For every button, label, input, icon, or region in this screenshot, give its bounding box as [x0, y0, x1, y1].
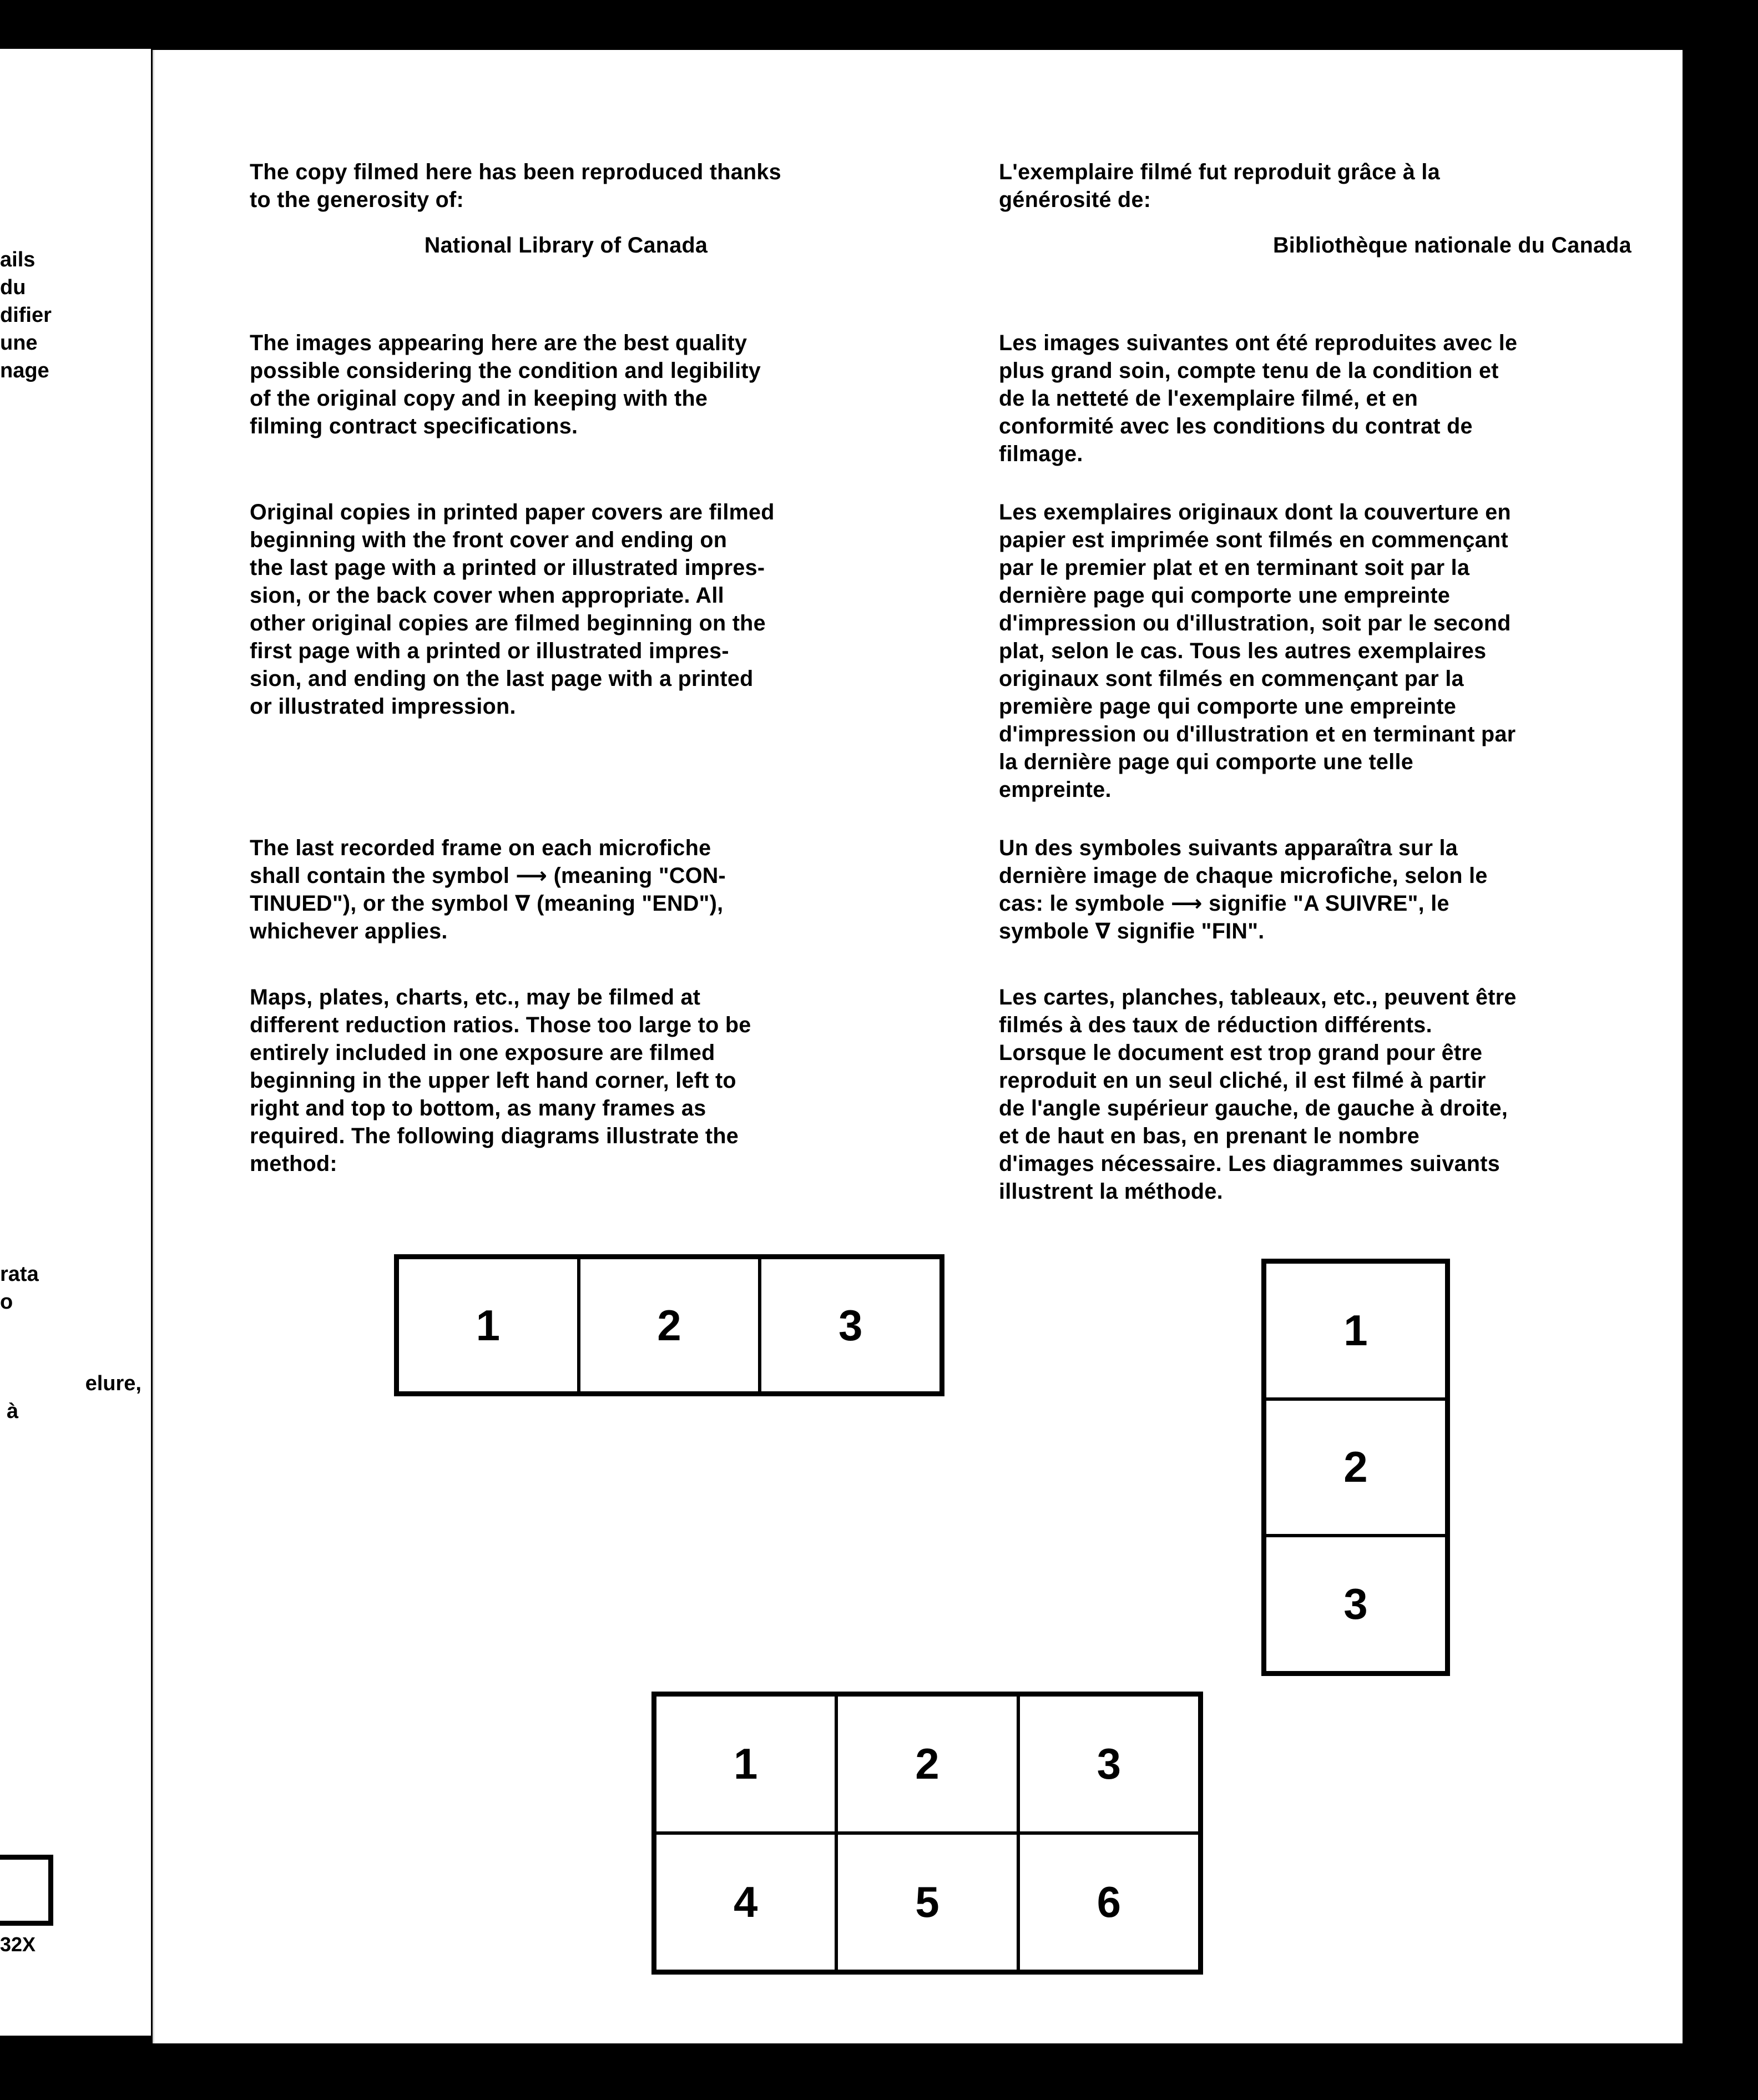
previous-page-fragments — [0, 49, 151, 2036]
vertical-frame-diagram — [1261, 1259, 1450, 1676]
frame-cell: 6 — [1018, 1833, 1200, 1971]
frame-cell: 5 — [836, 1833, 1018, 1971]
frame-cell: 4 — [655, 1833, 836, 1971]
quality-paragraph: Les images suivantes ont été reproduites avec le plus grand soin, compte tenu de la condition et de la netteté de l'exemplaire filmé, et en conformité avec les conditions du contrat de filmage. — [999, 331, 1518, 466]
reduction-label: 32X — [0, 1933, 36, 1956]
maps-paragraph: Maps, plates, charts, etc., may be filmed at different reduction ratios. Those too large to be entirely included in one exposure are filmed beginning in the upper left hand corner, left to right and top to bottom, as many frames as required. The following diagrams illustrate the method: — [250, 985, 751, 1176]
frame-cell: 1 — [655, 1695, 836, 1833]
maps-paragraph: Les cartes, planches, tableaux, etc., peuvent être filmés à des taux de réduction différents. Lorsque le document est trop grand pour être reproduit en un seul cliché, il est filmé à partir de l'angle supérieur gauche, de gauche à droite, et de haut en bas, en prenant le nombre d'images nécessaire. Les diagrammes suivants illustrent la méthode. — [999, 985, 1517, 1204]
frame-cell: 3 — [1018, 1695, 1200, 1833]
frame-cell: 3 — [760, 1258, 941, 1393]
fragment-line: difier — [0, 304, 52, 327]
institution-name: National Library of Canada — [424, 233, 708, 258]
quality-paragraph: The images appearing here are the best quality possible considering the condition and legibility of the original copy and in keeping with the filming contract specifications. — [250, 331, 761, 438]
frame-cell: 2 — [579, 1258, 760, 1393]
previous-page-strip — [0, 49, 151, 2036]
frame-cell: 2 — [1265, 1399, 1447, 1536]
institution-name: Bibliothèque nationale du Canada — [1272, 233, 1631, 258]
symbols-paragraph: Un des symboles suivants apparaîtra sur la dernière image de chaque microfiche, selon le cas: le symbole ⟶ signifie "A SUIVRE", le symbole ∇ signifie "FIN". — [999, 836, 1488, 943]
fragment-line: du — [0, 276, 26, 299]
target-frame-fragment — [0, 1855, 53, 1926]
fragment-line: une — [0, 331, 38, 355]
frame-cell: 1 — [1265, 1262, 1447, 1399]
frame-cell: 2 — [836, 1695, 1018, 1833]
fragment-line: rata — [0, 1263, 39, 1286]
fragment-line: elure, — [85, 1372, 142, 1395]
intro-text: L'exemplaire filmé fut reproduit grâce à la générosité de: — [999, 160, 1440, 212]
intro-text: The copy filmed here has been reproduced thanks to the generosity of: — [250, 160, 781, 212]
horizontal-frame-diagram — [394, 1254, 944, 1396]
symbols-paragraph: The last recorded frame on each microfiche shall contain the symbol ⟶ (meaning "CON- TINUED"), or the symbol ∇ (meaning "END"), whichever applies. — [250, 836, 726, 943]
grid-frame-diagram — [651, 1692, 1203, 1975]
frame-cell: 1 — [397, 1258, 579, 1393]
fragment-line: ails — [0, 248, 36, 271]
document-page — [153, 50, 1683, 2043]
covers-paragraph: Les exemplaires originaux dont la couverture en papier est imprimée sont filmés en commençant par le premier plat et en terminant soit par la dernière page qui comporte une empreinte d'impression ou d'illustration, soit par le second plat, selon le cas. Tous les autres exemplaires originaux sont filmés en commençant par la première page qui comporte une empreinte d'impression ou d'illustration et en terminant par la dernière page qui comporte une telle empreinte. — [999, 500, 1516, 802]
covers-paragraph: Original copies in printed paper covers are filmed beginning with the front cover and ending on the last page with a printed or illustrated impres- sion, or the back cover when appropriate. All other original copies are filmed beginning on the first page with a printed or illustrated impres- sion, and ending on the last page with a printed or illustrated impression. — [250, 500, 775, 719]
fragment-line: nage — [0, 359, 49, 382]
fragment-line: à — [7, 1400, 19, 1423]
fragment-line: o — [0, 1290, 13, 1314]
frame-cell: 3 — [1265, 1536, 1447, 1673]
